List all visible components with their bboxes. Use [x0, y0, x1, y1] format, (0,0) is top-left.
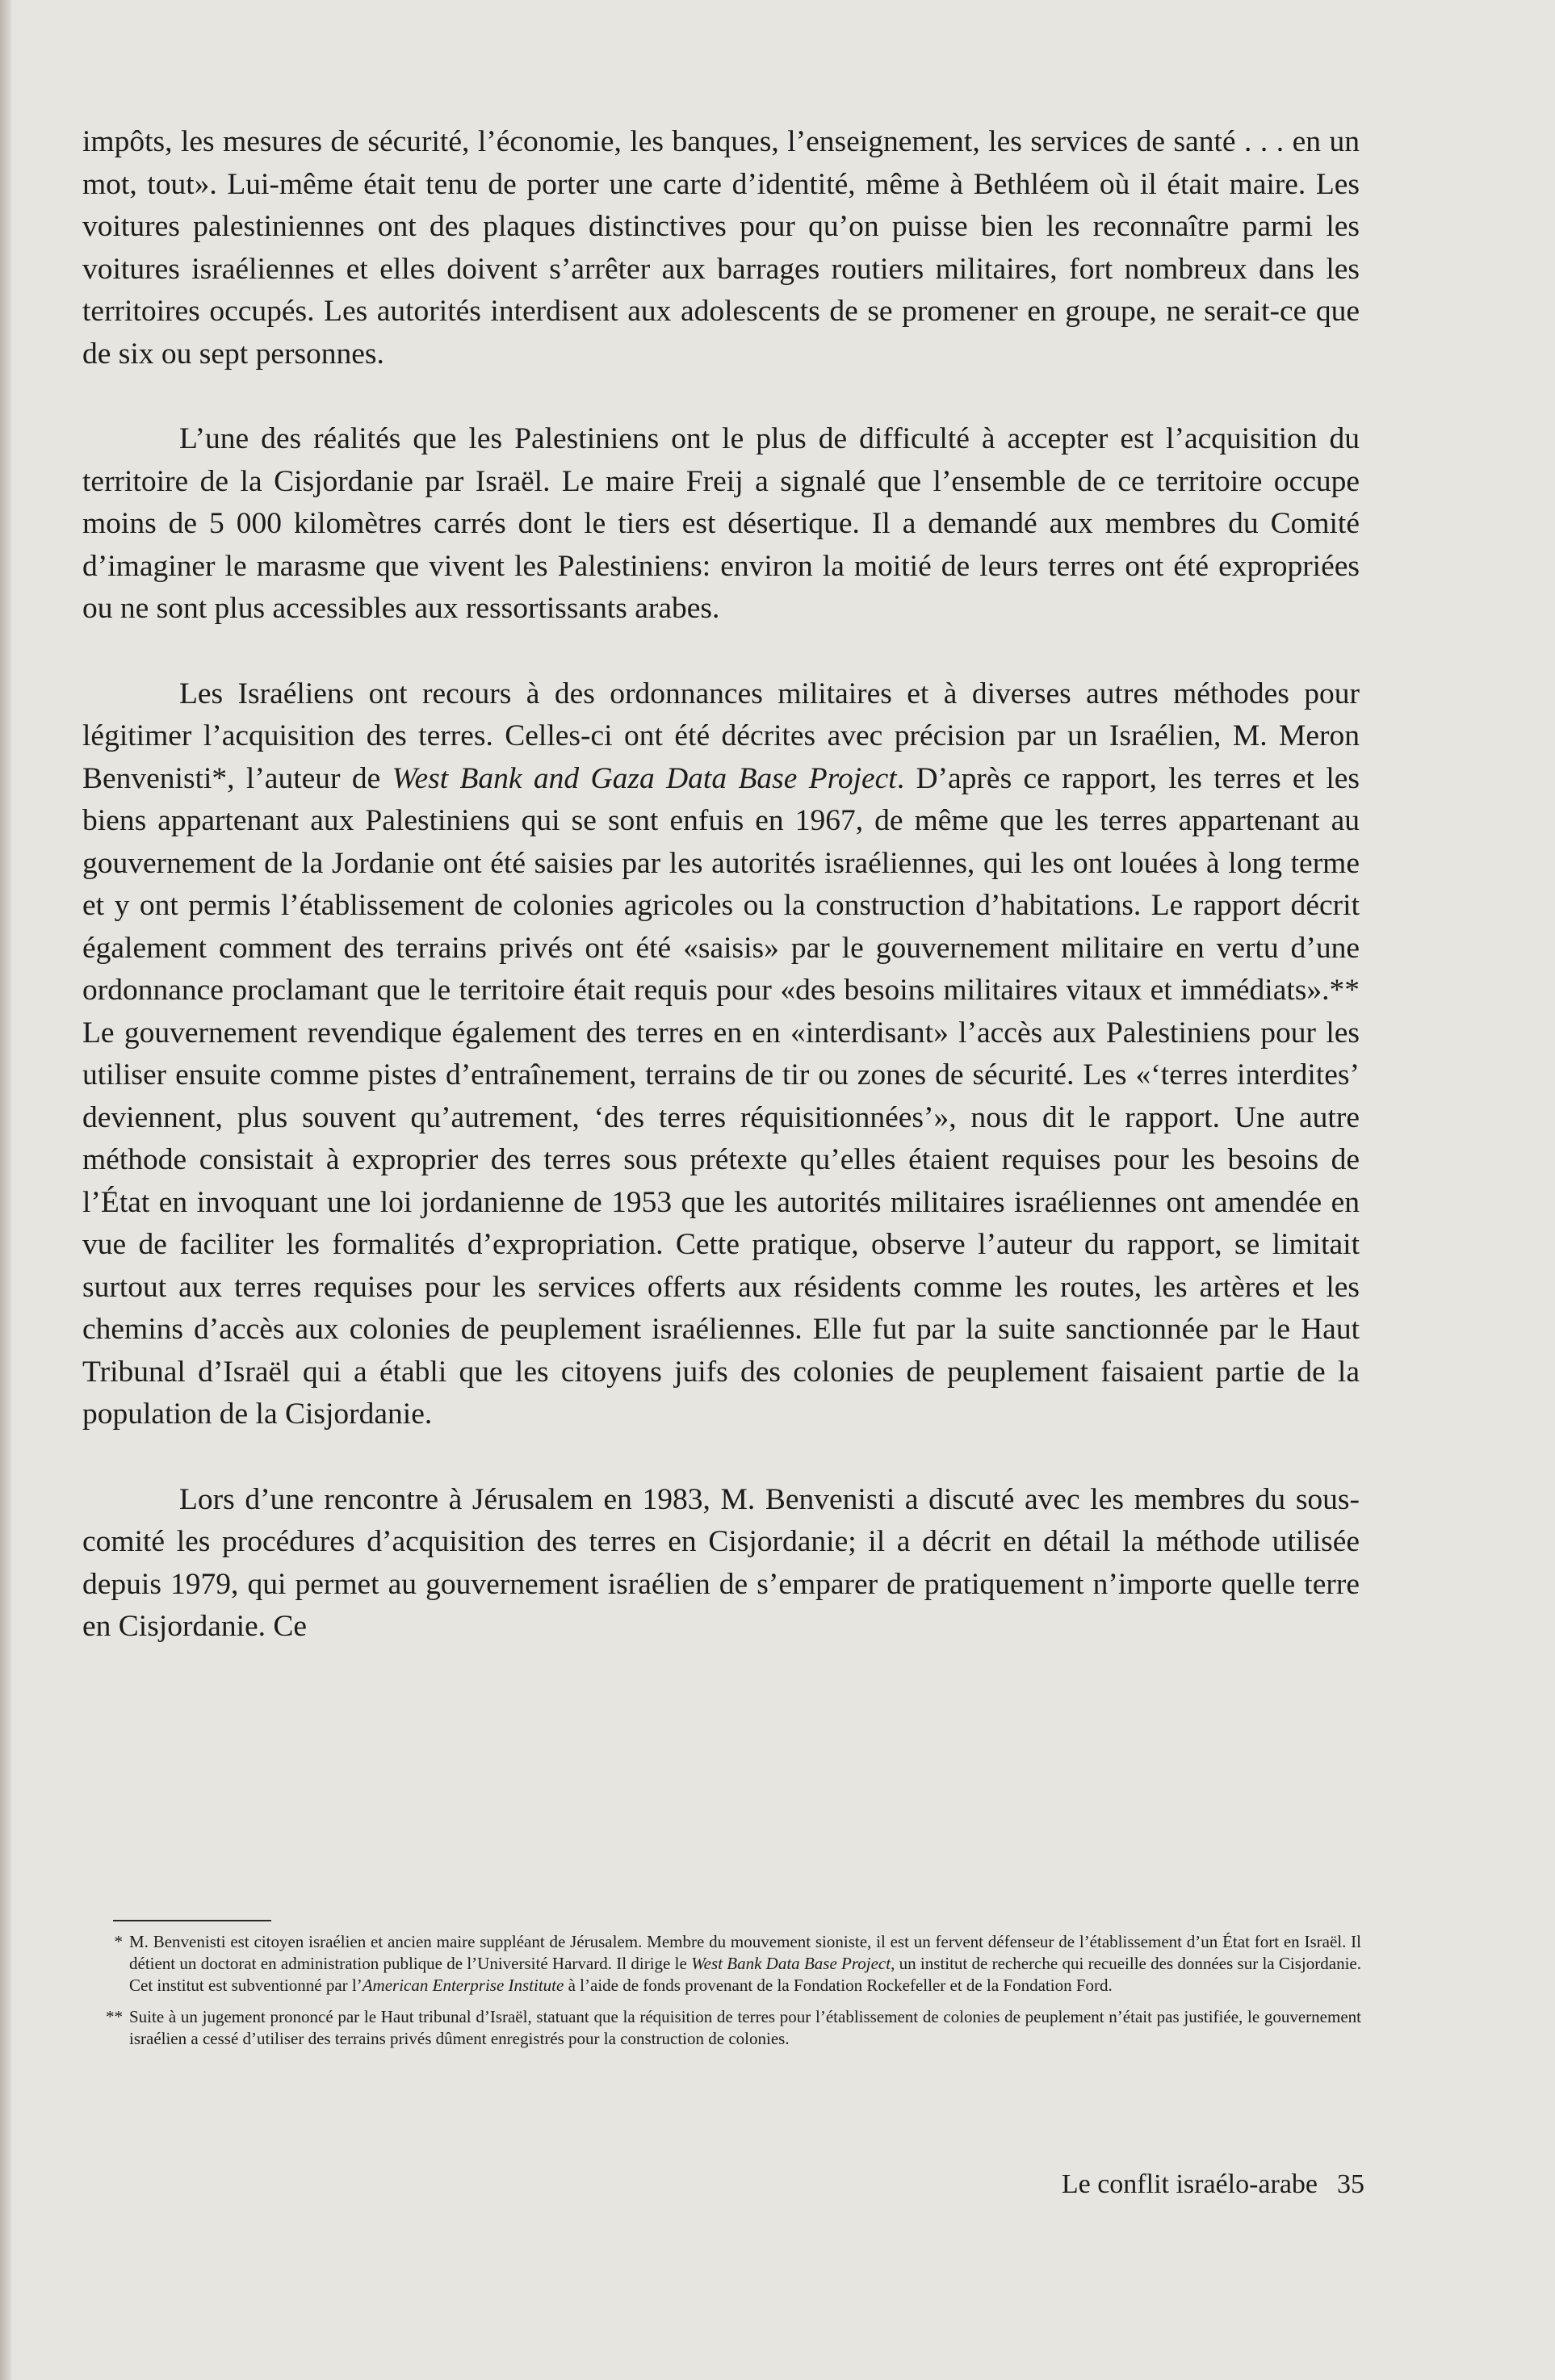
paragraph-ordinances — [82, 673, 1360, 1436]
body-text — [82, 121, 1360, 1691]
footnote-1 — [89, 1931, 1361, 1997]
paragraph-territory: L’une des réalités que les Palestiniens ont le plus de difficulté à accepter est l’acquisition du territoire de la Cisjordanie par Israël. Le maire Freij a signalé que l’ensemble de ce territoire occupe moins de 5 000 kilomètres carrés dont le tiers est désertique. Il a demandé aux membres du Comité d’imaginer le marasme que vivent les Palestiniens: environ la moitié de leurs terres ont été expropriées ou ne sont plus accessibles aux ressortissants arabes. — [82, 422, 1360, 625]
footnote-1-text-middle: , un institut de recherche qui recueille des données sur la Cisjordanie. Cet institut est subventionné par l’ — [129, 1954, 1361, 1995]
footnote-2 — [89, 2006, 1361, 2050]
page-number: 35 — [1337, 2169, 1364, 2199]
paragraph-continuation: impôts, les mesures de sécurité, l’économie, les banques, l’enseignement, les services de santé . . . en un mot, tout». Lui-même était tenu de porter une carte d’identité, même à Bethléem où il était maire. Les voitures palestiniennes ont des plaques distinctives pour qu’on puisse bien les reconnaître parmi les voitures israéliennes et elles doivent s’arrêter aux barrages routiers militaires, fort nombreux dans les territoires occupés. Les autorités interdisent aux adolescents de se promener en groupe, ne serait-ce que de six ou sept personnes. — [82, 125, 1360, 371]
footnotes — [89, 1931, 1361, 2059]
footnote-separator — [113, 1920, 271, 1921]
footnote-1-marker: * — [114, 1932, 123, 1951]
footnote-1-institute: American Enterprise Institute — [362, 1976, 564, 1995]
page-binding-edge — [0, 0, 11, 2380]
footnote-2-marker: ** — [106, 2007, 123, 2026]
running-footer — [1062, 2168, 1364, 2201]
paragraph-ordinances-start: Les Israéliens ont recours à des ordonnances militaires et à diverses autres méthodes pour légitimer l’acquisition des terres. Celles-ci ont été décrites avec précision par un Israélien, M. Meron Benvenisti*, l’auteur de — [82, 677, 1360, 795]
report-title: West Bank and Gaza Data Base Project — [392, 761, 897, 795]
footnote-1-text-start: M. Benvenisti est citoyen israélien et ancien maire suppléant de Jérusalem. Membre du mouvement sioniste, il est un fervent défenseur de l’établissement d’un État fort en Israël. Il détient un doctorat en administration publique de l’Université Harvard. Il dirige le — [129, 1932, 1361, 1973]
footnote-1-title: West Bank Data Base Project — [691, 1954, 891, 1973]
footnote-2-text: Suite à un jugement prononcé par le Haut tribunal d’Israël, statuant que la réquisition de terres pour l’établissement de colonies de peuplement n’était pas justifiée, le gouvernement israélien a cessé d’utiliser des terrains privés dûment enregistrés pour la construction de colonies. — [129, 2007, 1361, 2048]
running-title: Le conflit israélo-arabe — [1061, 2169, 1318, 2199]
paragraph-ordinances-rest: . D’après ce rapport, les terres et les biens appartenant aux Palestiniens qui se sont enfuis en 1967, de même que les terres appartenant au gouvernement de la Jordanie ont été saisies par les autorités israéliennes, qui les ont louées à long terme et y ont permis l’établissement de colonies agricoles ou la construction d’habitations. Le rapport décrit également comment des terrains privés ont été «saisis» par le gouvernement militaire en vertu d’une ordonnance proclamant que le territoire était requis pour «des besoins militaires vitaux et immédiats».** Le gouvernement revendique également des terres en en «interdisant» l’accès aux Palestiniens pour les utiliser ensuite comme pistes d’entraînement, terrains de tir ou zones de sécurité. Les «‘terres interdites’ deviennent, plus souvent qu’autrement, ‘des terres réquisitionnées’», nous dit le rapport. Une autre méthode consistait à exproprier des terres sous prétexte qu’elles étaient requises pour les besoins de l’État en invoquant une loi jordanienne de 1953 que les autorités militaires israéliennes ont amendée en vue de faciliter les formalités d’expropriation. Cette pratique, observe l’auteur du rapport, se limitait surtout aux terres requises pour les services offerts aux résidents comme les routes, les artères et les chemins d’accès aux colonies de peuplement israéliennes. Elle fut par la suite sanctionnée par le Haut Tribunal d’Israël qui a établi que les citoyens juifs des colonies de peuplement faisaient partie de la population de la Cisjordanie. — [82, 761, 1360, 1431]
paragraph-meeting: Lors d’une rencontre à Jérusalem en 1983, M. Benvenisti a discuté avec les membres du sous-comité les procédures d’acquisition des terres en Cisjordanie; il a décrit en détail la méthode utilisée depuis 1979, qui permet au gouvernement israélien de s’emparer de pratiquement n’importe quelle terre en Cisjordanie. Ce — [82, 1482, 1360, 1643]
footnote-1-text-end: à l’aide de fonds provenant de la Fondation Rockefeller et de la Fondation Ford. — [564, 1976, 1113, 1995]
